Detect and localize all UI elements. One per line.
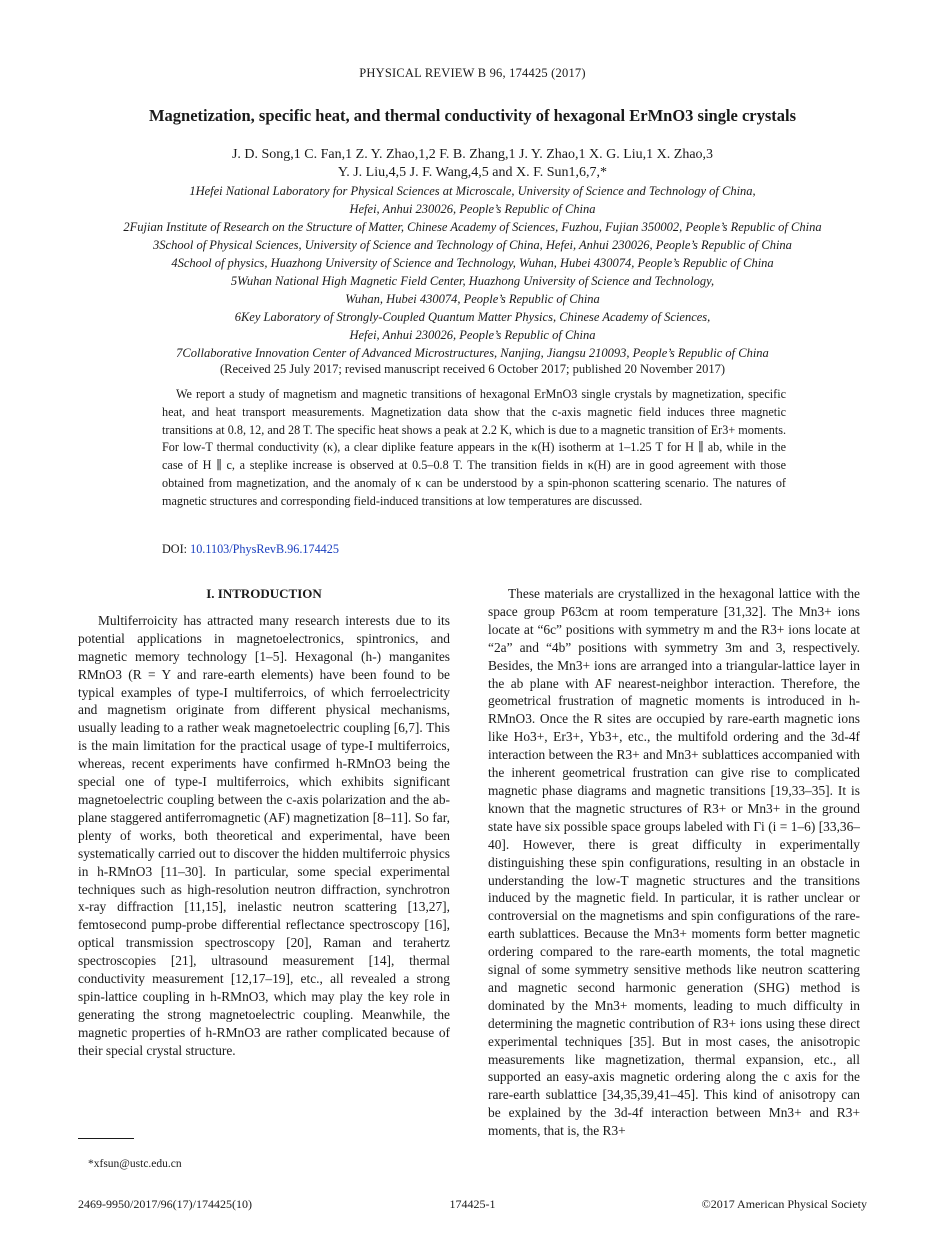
footer-issn-text: 2469-9950/2017/96(17)/174425(10) bbox=[78, 1197, 252, 1211]
affiliation-line: Hefei, Anhui 230026, People’s Republic of China bbox=[349, 328, 596, 342]
affiliation-line: 4School of physics, Huazhong University of Science and Technology, Wuhan, Hubei 430074, People’s Republic of China bbox=[171, 256, 774, 270]
affiliation-line: 5Wuhan National High Magnetic Field Center, Huazhong University of Science and Technology, bbox=[230, 274, 715, 288]
journal-header bbox=[0, 66, 945, 81]
affiliation-line: 2Fujian Institute of Research on the Structure of Matter, Chinese Academy of Sciences, Fuzhou, Fujian 350002, People’s Republic of China bbox=[123, 220, 822, 234]
affiliation-line: 3School of Physical Sciences, University of Science and Technology of China, Hefei, Anhui 230026, People’s Republic of China bbox=[153, 238, 792, 252]
footer-page-number-text: 174425-1 bbox=[449, 1197, 496, 1211]
left-column bbox=[78, 585, 450, 1060]
journal-header-text: PHYSICAL REVIEW B 96, 174425 (2017) bbox=[359, 66, 586, 80]
right-column bbox=[488, 585, 860, 1140]
footnote bbox=[88, 1158, 182, 1170]
footer-copyright bbox=[702, 1197, 867, 1212]
affiliation-line: 6Key Laboratory of Strongly-Coupled Quantum Matter Physics, Chinese Academy of Sciences, bbox=[234, 310, 711, 324]
doi-label: DOI: bbox=[162, 542, 188, 556]
footnote-email: *xfsun@ustc.edu.cn bbox=[88, 1158, 182, 1170]
section-heading: I. INTRODUCTION bbox=[206, 586, 322, 601]
authors-line-1: J. D. Song,1 C. Fan,1 Z. Y. Zhao,1,2 F. B. Zhang,1 J. Y. Zhao,1 X. G. Liu,1 X. Zhao,3 bbox=[231, 147, 714, 162]
paper-title bbox=[60, 106, 885, 126]
doi-line bbox=[162, 542, 339, 557]
intro-paragraph-left: Multiferroicity has attracted many research interests due to its potential applications in magnetoelectronics, spintronics, and magnetic memory technology [1–5]. Hexagonal (h-) manganites RMnO3 (R = Y and rare-earth elements) have been found to be typical examples of type-I multiferroics, of which ferroelectricity and magnetism originate from different physical mechanisms, usually leading to a rather weak magnetoelectric coupling [6,7]. This is the main limitation for the practical usage of type-I multiferroics, whereas, recent experiments have confirmed h-RMnO3 being the special one of type-I multiferroics, which exhibits significant magnetoelectric coupling between the c-axis polarization and the ab-plane staggered antiferromagnetic (AF) magnetization [8–11]. So far, plenty of works, both theoretical and experimental, have been systematically carried out to discover the hidden multiferroic physics in h-RMnO3 [11–30]. In particular, some special experimental techniques such as high-resolution neutron diffraction, synchrotron x-ray diffraction [11,15], inelastic neutron scattering [13,27], femtosecond pump-probe differential reflectance spectroscopy [16], optical transmission spectroscopy [20], Raman and terahertz spectroscopies [21], ultrasound measurement [14], thermal conductivity measurement [12,17–19], etc., all revealed a strong spin-lattice coupling in h-RMnO3, which may play the key role in generating the strong magnetoelectric coupling. Meanwhile, the magnetic properties of h-RMnO3 are rather complicated because of their special crystal structure. bbox=[78, 612, 450, 1058]
abstract-text: We report a study of magnetism and magnetic transitions of hexagonal ErMnO3 single crystals by magnetization, specific heat, and heat transport measurements. Magnetization data show that the c-axis magnetic field induces three magnetic transitions at 0.8, 12, and 28 T. The specific heat shows a peak at 2.2 K, which is due to a magnetic transition of Er3+ moments. For low-T thermal conductivity (κ), a clear diplike feature appears in the κ(H) isotherm at 1–1.25 T for H ∥ ab, while in the case of H ∥ c, a steplike increase is observed at 0.5–0.8 T. The transition fields in κ(H) are in good agreement with those obtained from magnetization, and the anomaly of κ can be understood by a spin-phonon scattering scenario. The natures of magnetic structures and corresponding field-induced transitions at low temperatures are discussed. bbox=[162, 387, 786, 508]
affiliations bbox=[70, 182, 875, 362]
affiliation-line: Wuhan, Hubei 430074, People’s Republic of China bbox=[345, 292, 600, 306]
abstract bbox=[162, 386, 786, 511]
affiliation-line: 7Collaborative Innovation Center of Advanced Microstructures, Nanjing, Jiangsu 210093, People’s Republic of China bbox=[176, 346, 769, 360]
affiliation-line: 1Hefei National Laboratory for Physical Sciences at Microscale, University of Science and Technology of China, bbox=[189, 184, 756, 198]
title-text: Magnetization, specific heat, and thermal conductivity of hexagonal ErMnO3 single crystals bbox=[148, 106, 797, 125]
intro-paragraph-right: These materials are crystallized in the hexagonal lattice with the space group P63cm at room temperature [31,32]. The Mn3+ ions locate at “6c” positions with symmetry m and the R3+ ions locate at “2a” and “4b” positions with symmetry 3m and 3, respectively. Besides, the Mn3+ ions are arranged into a triangular-lattice layer in the ab plane with AF nearest-neighbor interaction. Therefore, the geometrical frustration of magnetic moments is introduced in h-RMnO3. Once the R sites are occupied by rare-earth magnetic ions like Ho3+, Er3+, Yb3+, etc., the multifold ordering and the 3d-4f interaction between the R3+ and Mn3+ sublattices accompanied with the inherent geometrical frustration can give rise to complicated magnetic phase diagrams and magnetic transitions [19,33–35]. It is known that the magnetic structures of R3+ or Mn3+ in the ground state have six possible space groups labeled with Γi (i = 1–6) [33,36–40]. However, there is great difficulty in experimentally distinguishing these spin configurations, resulting in an obstacle in understanding the low-T magnetic structures and the transitions induced by the magnetic field. In particular, it is rather unclear or controversial on the magnetisms and spin configurations of the rare-earth sublattices. Because the Mn3+ moments form better magnetic ordering compared to the rare-earth moments, the total magnetic signal of some symmetry sensitive methods like neutron scattering and magnetic second harmonic generation (SHG) method is dominated by the Mn3+ moments, leading to much difficulty in determining the magnetic contribution of R3+ ions using these direct experimental techniques [35]. But in most cases, the anisotropic measurements like magnetization, thermal expansion, etc., all supported an easy-axis magnetic ordering along the c axis for the rare-earth sublattice [34,35,39,41–45]. This kind of anisotropy can be explained by the 3d-4f interaction between Mn3+ and R3+ moments, that is, the R3+ bbox=[488, 586, 860, 1139]
received-text: (Received 25 July 2017; revised manuscript received 6 October 2017; published 20 November 2017) bbox=[219, 362, 726, 376]
footnote-rule bbox=[78, 1138, 134, 1139]
authors-line-2: Y. J. Liu,4,5 J. F. Wang,4,5 and X. F. Sun1,6,7,* bbox=[337, 165, 608, 180]
author-list bbox=[80, 146, 865, 182]
footer-copyright-text: ©2017 American Physical Society bbox=[701, 1197, 867, 1211]
received-dates bbox=[0, 362, 945, 377]
affiliation-line: Hefei, Anhui 230026, People’s Republic of China bbox=[349, 202, 596, 216]
doi-link[interactable]: 10.1103/PhysRevB.96.174425 bbox=[190, 542, 339, 556]
